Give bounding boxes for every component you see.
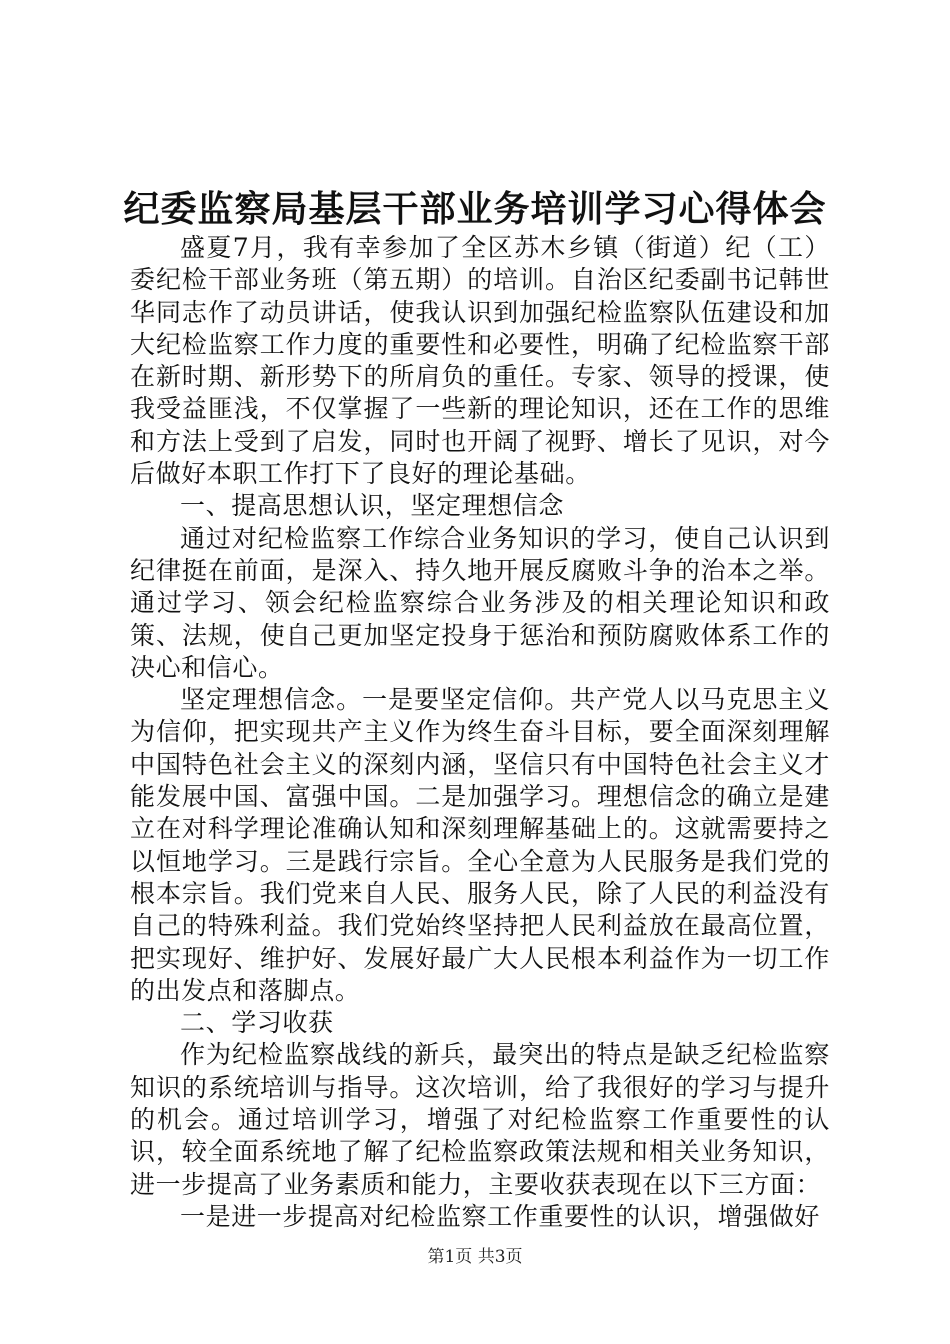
paragraph-gains: 作为纪检监察战线的新兵，最突出的特点是缺乏纪检监察知识的系统培训与指导。这次培训，给了我很好的学习与提升的机会。通过培训学习，增强了对纪检监察工作重要性的认识，较全面系统地了解了纪检监察政策法规和相关业务知识，进一步提高了业务素质和能力，主要收获表现在以下三方面： — [130, 1040, 830, 1199]
section-heading-2: 二、学习收获 — [180, 1008, 334, 1038]
paragraph-first-point: 一是进一步提高对纪检监察工作重要性的认识，增强做好 — [180, 1201, 821, 1231]
section-heading-1: 一、提高思想认识，坚定理想信念 — [180, 491, 565, 521]
page-number-footer: 第1页 共3页 — [427, 1247, 523, 1267]
paragraph-ideals: 坚定理想信念。一是要坚定信仰。共产党人以马克思主义为信仰，把实现共产主义作为终生奋斗目标，要全面深刻理解中国特色社会主义的深刻内涵，坚信只有中国特色社会主义才能发展中国、富强中国。二是加强学习。理想信念的确立是建立在对科学理论准确认知和深刻理解基础上的。这就需要持之以恒地学习。三是践行宗旨。全心全意为人民服务是我们党的根本宗旨。我们党来自人民、服务人民，除了人民的利益没有自己的特殊利益。我们党始终坚持把人民利益放在最高位置，把实现好、维护好、发展好最广大人民根本利益作为一切工作的出发点和落脚点。 — [130, 685, 830, 1005]
document-body — [130, 232, 830, 1233]
paragraph-intro: 盛夏7月，我有幸参加了全区苏木乡镇（街道）纪（工）委纪检干部业务班（第五期）的培训。自治区纪委副书记韩世华同志作了动员讲话，使我认识到加强纪检监察队伍建设和加大纪检监察工作力度的重要性和必要性，明确了纪检监察干部在新时期、新形势下的所肩负的重任。专家、领导的授课，使我受益匪浅，不仅掌握了一些新的理论知识，还在工作的思维和方法上受到了启发，同时也开阔了视野、增长了见识，对今后做好本职工作打下了良好的理论基础。 — [130, 233, 830, 489]
paragraph-study-knowledge: 通过对纪检监察工作综合业务知识的学习，使自己认识到纪律挺在前面，是深入、持久地开展反腐败斗争的治本之举。通过学习、领会纪检监察综合业务涉及的相关理论知识和政策、法规，使自己更加坚定投身于惩治和预防腐败体系工作的决心和信心。 — [130, 523, 830, 682]
document-title: 纪委监察局基层干部业务培训学习心得体会 — [123, 188, 827, 230]
